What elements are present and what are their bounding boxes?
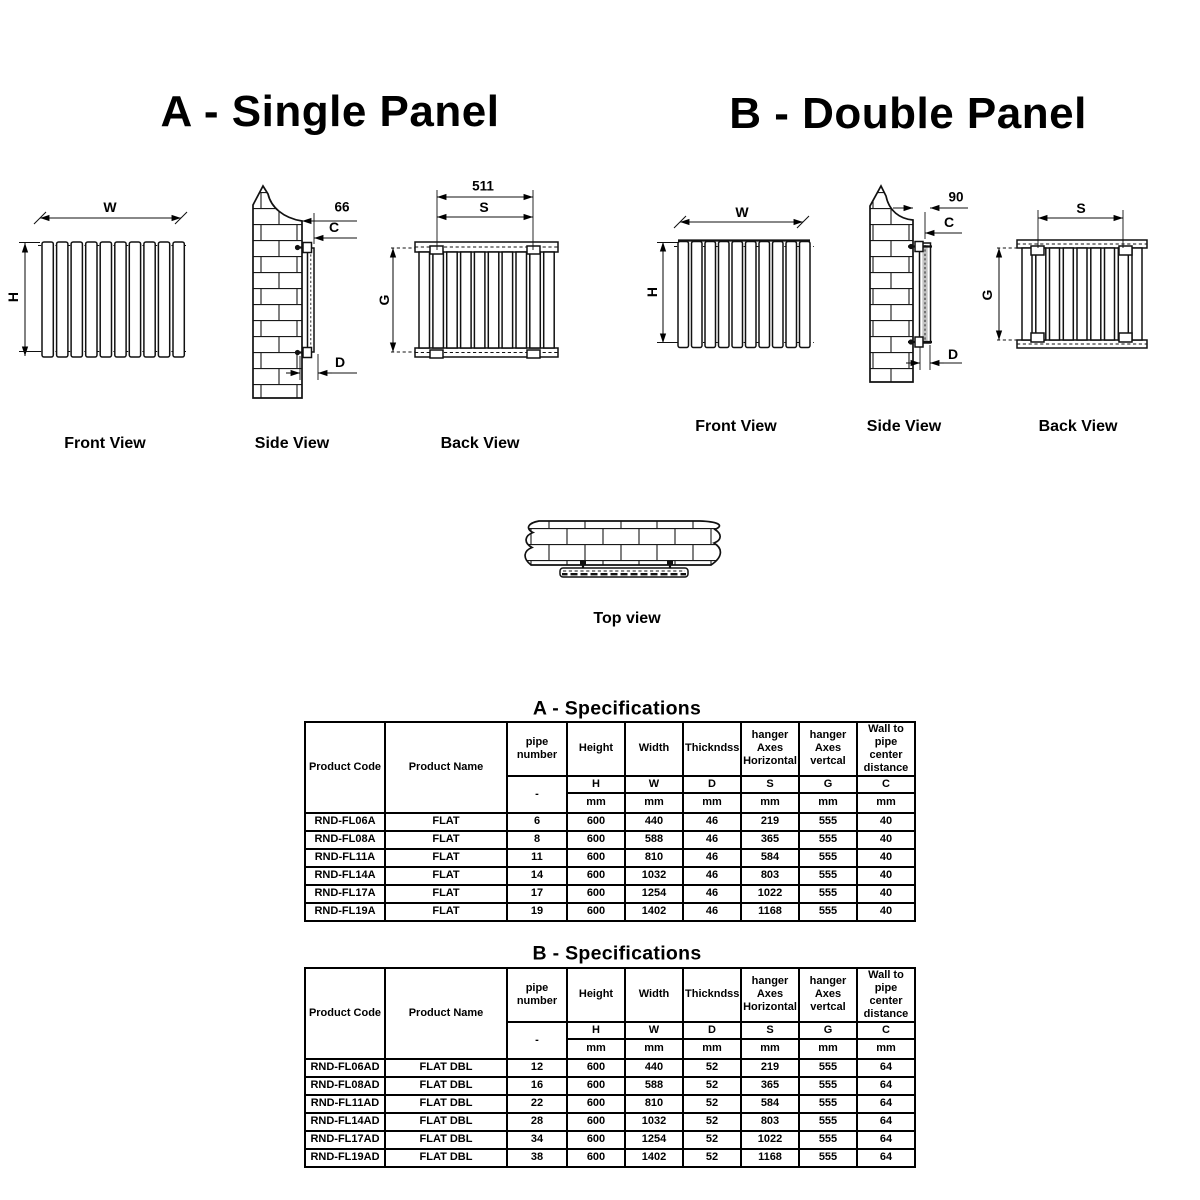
table-cell: 1254: [625, 885, 683, 903]
spec-table-b-header: [305, 968, 915, 1059]
table-row: [305, 1131, 915, 1149]
unit-cell: mm: [857, 1039, 915, 1059]
unit-cell: mm: [799, 1039, 857, 1059]
section-b-title: B - Double Panel: [729, 89, 1087, 138]
table-cell: 46: [683, 885, 741, 903]
column-header: hanger Axes Horizontal: [741, 722, 799, 776]
table-cell: RND-FL19AD: [305, 1149, 385, 1167]
table-cell: 6: [507, 813, 567, 831]
spec-table-b: [304, 967, 916, 1168]
table-cell: 40: [857, 831, 915, 849]
column-header: Wall to pipe center distance: [857, 722, 915, 776]
table-cell: 1022: [741, 1131, 799, 1149]
table-cell: 40: [857, 849, 915, 867]
unit-cell: mm: [625, 1039, 683, 1059]
dim-hanger-vertical: [997, 248, 1017, 340]
drawing-top-view: [525, 521, 720, 577]
table-cell: 38: [507, 1149, 567, 1167]
radiator-profile: [308, 248, 315, 352]
table-cell: FLAT: [385, 885, 507, 903]
table-cell: 46: [683, 849, 741, 867]
spec-table-a-header: [305, 722, 915, 813]
table-cell: 555: [799, 1095, 857, 1113]
table-cell: 600: [567, 1131, 625, 1149]
side-view-label-b: Side View: [866, 418, 942, 435]
top-view-label: Top view: [593, 610, 661, 627]
brick-wall: [870, 186, 913, 382]
table-cell: 600: [567, 1095, 625, 1113]
table-cell: 219: [741, 813, 799, 831]
table-cell: RND-FL08A: [305, 831, 385, 849]
spec-table-b-body: [305, 1059, 915, 1167]
drawing-back-view-b: [997, 210, 1147, 348]
table-cell: 1254: [625, 1131, 683, 1149]
table-row: [305, 1149, 915, 1167]
table-cell: 52: [683, 1149, 741, 1167]
table-cell: 1402: [625, 903, 683, 921]
table-cell: RND-FL14A: [305, 867, 385, 885]
table-cell: RND-FL14AD: [305, 1113, 385, 1131]
table-cell: 555: [799, 1131, 857, 1149]
table-row: [305, 1095, 915, 1113]
dim-label-h-a: H: [5, 291, 21, 303]
table-cell: 600: [567, 849, 625, 867]
table-cell: 810: [625, 1095, 683, 1113]
spec-table-a: [304, 721, 916, 922]
dim-label-c-b: C: [943, 214, 955, 230]
table-cell: 1402: [625, 1149, 683, 1167]
table-cell: 555: [799, 1077, 857, 1095]
table-row: [305, 1077, 915, 1095]
dim-label-w-a: W: [103, 199, 117, 215]
brick-wall-top: [525, 521, 720, 565]
symbol-cell: -: [507, 776, 567, 813]
column-header: Height: [567, 722, 625, 776]
table-cell: 803: [741, 867, 799, 885]
table-cell: RND-FL11A: [305, 849, 385, 867]
column-header: Product Name: [385, 968, 507, 1059]
table-row: [305, 903, 915, 921]
column-header: Product Code: [305, 722, 385, 813]
table-cell: FLAT DBL: [385, 1077, 507, 1095]
spec-a-title: A - Specifications: [532, 697, 702, 720]
symbol-cell: S: [741, 776, 799, 793]
symbol-cell: D: [683, 1022, 741, 1039]
table-cell: 1168: [741, 903, 799, 921]
symbol-cell: S: [741, 1022, 799, 1039]
table-cell: FLAT DBL: [385, 1095, 507, 1113]
table-cell: 52: [683, 1131, 741, 1149]
column-header: hanger Axes vertcal: [799, 968, 857, 1022]
symbol-cell: C: [857, 776, 915, 793]
drawing-front-view-a: [19, 212, 187, 357]
table-cell: 12: [507, 1059, 567, 1077]
table-cell: RND-FL17AD: [305, 1131, 385, 1149]
table-cell: 219: [741, 1059, 799, 1077]
table-cell: 365: [741, 831, 799, 849]
dim-hanger-vertical: [391, 248, 415, 352]
unit-cell: mm: [625, 793, 683, 813]
table-cell: FLAT: [385, 831, 507, 849]
table-row: [305, 867, 915, 885]
unit-cell: mm: [799, 793, 857, 813]
table-row: [305, 885, 915, 903]
table-cell: 64: [857, 1095, 915, 1113]
dim-label-s-a: S: [479, 199, 489, 215]
table-cell: RND-FL19A: [305, 903, 385, 921]
table-cell: 600: [567, 885, 625, 903]
table-cell: 11: [507, 849, 567, 867]
column-header: Product Name: [385, 722, 507, 813]
table-cell: 19: [507, 903, 567, 921]
table-cell: 600: [567, 1059, 625, 1077]
table-cell: 600: [567, 867, 625, 885]
table-cell: 365: [741, 1077, 799, 1095]
column-header: hanger Axes vertcal: [799, 722, 857, 776]
column-header: Product Code: [305, 968, 385, 1059]
table-cell: 8: [507, 831, 567, 849]
column-header: pipe number: [507, 722, 567, 776]
table-cell: 1032: [625, 867, 683, 885]
drawing-back-view-a: [391, 190, 558, 358]
dim-label-90: 90: [948, 189, 964, 205]
table-cell: FLAT: [385, 813, 507, 831]
symbol-cell: W: [625, 776, 683, 793]
brick-wall: [253, 186, 302, 398]
drawing-front-view-b: [657, 216, 814, 348]
table-cell: 555: [799, 849, 857, 867]
table-cell: 40: [857, 903, 915, 921]
table-cell: 64: [857, 1149, 915, 1167]
table-cell: 64: [857, 1131, 915, 1149]
table-cell: 555: [799, 1113, 857, 1131]
table-cell: 600: [567, 1113, 625, 1131]
table-cell: 40: [857, 885, 915, 903]
table-row: [305, 831, 915, 849]
table-cell: FLAT DBL: [385, 1131, 507, 1149]
dim-label-c-a: C: [328, 219, 340, 235]
dim-label-d-b: D: [947, 346, 959, 362]
column-header: Height: [567, 968, 625, 1022]
unit-cell: mm: [741, 793, 799, 813]
table-cell: 600: [567, 903, 625, 921]
symbol-cell: H: [567, 1022, 625, 1039]
table-cell: FLAT DBL: [385, 1149, 507, 1167]
table-cell: 14: [507, 867, 567, 885]
table-cell: 555: [799, 867, 857, 885]
unit-cell: mm: [683, 1039, 741, 1059]
dim-label-d-a: D: [334, 354, 346, 370]
symbol-cell: D: [683, 776, 741, 793]
back-view-label-b: Back View: [1038, 418, 1118, 435]
table-cell: 600: [567, 813, 625, 831]
symbol-cell: C: [857, 1022, 915, 1039]
table-cell: 1022: [741, 885, 799, 903]
table-cell: 588: [625, 1077, 683, 1095]
front-view-label-a: Front View: [64, 435, 146, 452]
symbol-cell: G: [799, 1022, 857, 1039]
table-cell: 46: [683, 867, 741, 885]
symbol-cell: G: [799, 776, 857, 793]
table-cell: 64: [857, 1113, 915, 1131]
table-cell: 810: [625, 849, 683, 867]
table-cell: 46: [683, 903, 741, 921]
table-cell: 440: [625, 813, 683, 831]
dim-label-66: 66: [334, 199, 350, 215]
unit-cell: mm: [741, 1039, 799, 1059]
table-cell: 52: [683, 1077, 741, 1095]
table-cell: RND-FL11AD: [305, 1095, 385, 1113]
table-cell: 555: [799, 903, 857, 921]
table-cell: 588: [625, 831, 683, 849]
table-cell: 584: [741, 849, 799, 867]
table-cell: FLAT DBL: [385, 1059, 507, 1077]
dim-label-h-b: H: [644, 286, 660, 298]
dim-label-w-b: W: [735, 204, 749, 220]
table-cell: RND-FL06A: [305, 813, 385, 831]
table-cell: FLAT: [385, 903, 507, 921]
table-cell: RND-FL08AD: [305, 1077, 385, 1095]
table-cell: FLAT: [385, 849, 507, 867]
radiator-slats: [678, 242, 810, 348]
unit-cell: mm: [567, 793, 625, 813]
symbol-cell: W: [625, 1022, 683, 1039]
unit-cell: mm: [857, 793, 915, 813]
table-cell: 64: [857, 1059, 915, 1077]
table-cell: 555: [799, 831, 857, 849]
column-header: Width: [625, 722, 683, 776]
unit-cell: mm: [567, 1039, 625, 1059]
column-header: Thickndss: [683, 722, 741, 776]
table-cell: 28: [507, 1113, 567, 1131]
table-cell: 555: [799, 813, 857, 831]
column-header: Thickndss: [683, 968, 741, 1022]
column-header: Width: [625, 968, 683, 1022]
table-cell: RND-FL06AD: [305, 1059, 385, 1077]
table-cell: FLAT: [385, 867, 507, 885]
front-view-label-b: Front View: [695, 418, 777, 435]
radiator-slats: [1022, 248, 1142, 340]
table-cell: 803: [741, 1113, 799, 1131]
dim-label-g-b: G: [979, 289, 995, 301]
table-cell: 52: [683, 1113, 741, 1131]
table-cell: 52: [683, 1059, 741, 1077]
table-cell: 600: [567, 1077, 625, 1095]
table-cell: 22: [507, 1095, 567, 1113]
table-cell: 555: [799, 1149, 857, 1167]
table-cell: 584: [741, 1095, 799, 1113]
table-cell: 17: [507, 885, 567, 903]
dim-label-s-b: S: [1076, 200, 1086, 216]
dim-height: [19, 243, 40, 357]
column-header: Wall to pipe center distance: [857, 968, 915, 1022]
table-cell: 40: [857, 813, 915, 831]
table-cell: FLAT DBL: [385, 1113, 507, 1131]
column-header: hanger Axes Horizontal: [741, 968, 799, 1022]
table-cell: 34: [507, 1131, 567, 1149]
table-cell: 16: [507, 1077, 567, 1095]
dim-label-g-a: G: [376, 294, 392, 306]
symbol-cell: -: [507, 1022, 567, 1059]
table-row: [305, 813, 915, 831]
table-cell: 555: [799, 1059, 857, 1077]
radiator-slats: [42, 242, 184, 357]
table-cell: 64: [857, 1077, 915, 1095]
dim-label-511: 511: [472, 178, 494, 194]
column-header: pipe number: [507, 968, 567, 1022]
table-cell: 40: [857, 867, 915, 885]
table-cell: RND-FL17A: [305, 885, 385, 903]
table-row: [305, 1059, 915, 1077]
spec-b-title: B - Specifications: [532, 942, 702, 965]
table-cell: 1032: [625, 1113, 683, 1131]
radiator-top-profile: [560, 568, 688, 577]
table-cell: 52: [683, 1095, 741, 1113]
spec-table-a-body: [305, 813, 915, 921]
radiator-slats: [419, 252, 554, 348]
table-cell: 46: [683, 813, 741, 831]
symbol-cell: H: [567, 776, 625, 793]
table-cell: 600: [567, 1149, 625, 1167]
table-row: [305, 1113, 915, 1131]
radiator-profile-double: [920, 243, 931, 343]
table-row: [305, 849, 915, 867]
section-a-title: A - Single Panel: [160, 87, 500, 136]
side-view-label-a: Side View: [254, 435, 330, 452]
table-cell: 440: [625, 1059, 683, 1077]
table-cell: 46: [683, 831, 741, 849]
unit-cell: mm: [683, 793, 741, 813]
back-view-label-a: Back View: [440, 435, 520, 452]
table-cell: 555: [799, 885, 857, 903]
table-cell: 1168: [741, 1149, 799, 1167]
dim-height: [657, 242, 678, 343]
table-cell: 600: [567, 831, 625, 849]
